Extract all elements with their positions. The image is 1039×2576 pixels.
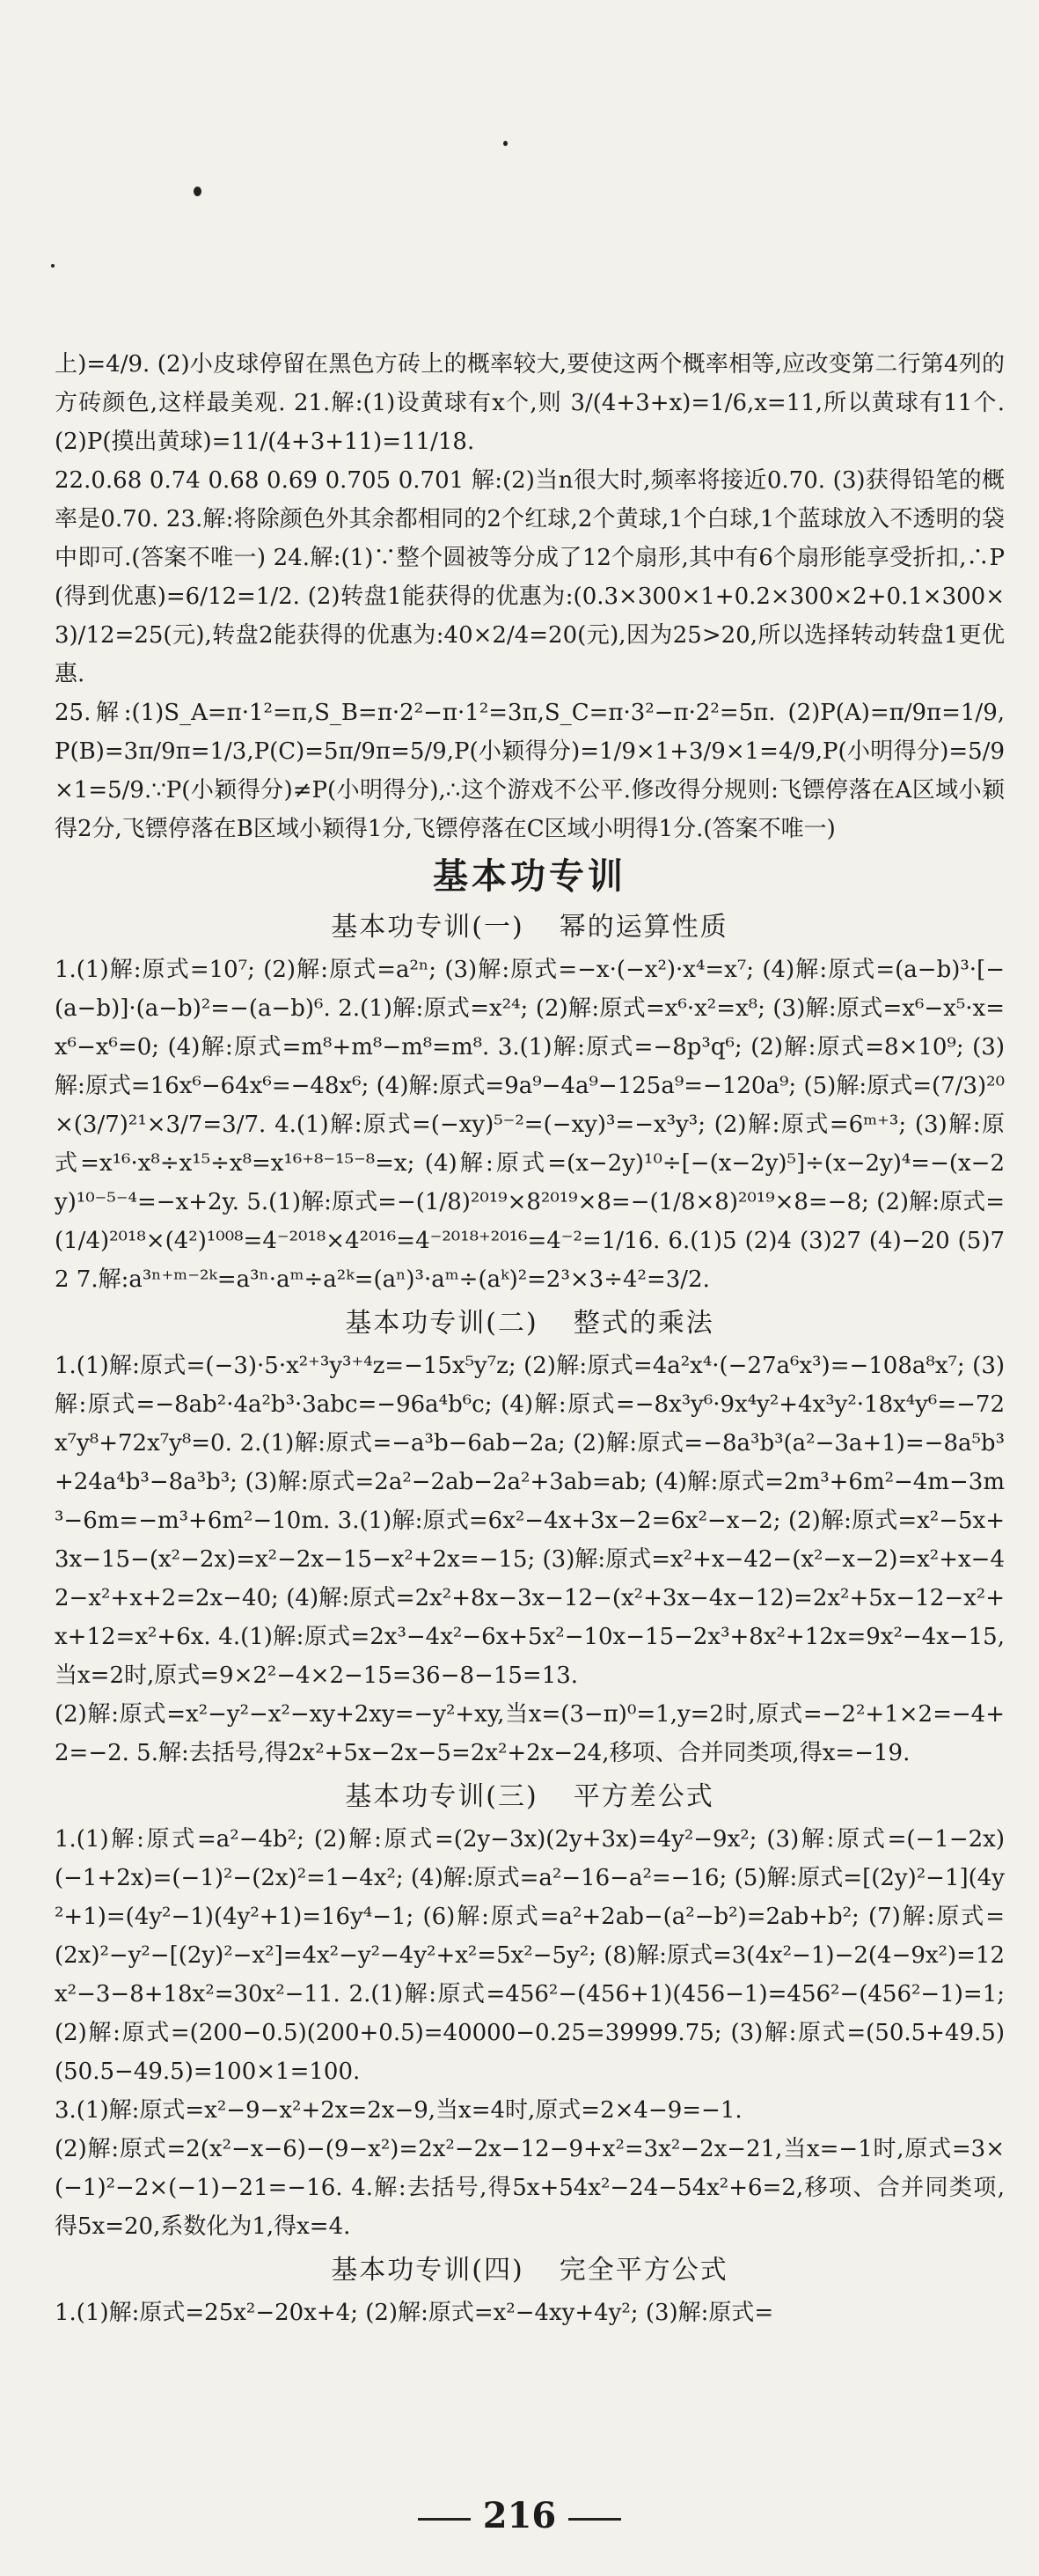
subsection-title bbox=[55, 1776, 1005, 1818]
subsection-label: 基本功专训(三) bbox=[345, 1781, 538, 1812]
page-number-dash-left bbox=[418, 2518, 471, 2521]
subsection-topic: 完全平方公式 bbox=[559, 2255, 728, 2286]
answer-paragraph: 1.(1)解:原式=(−3)·5·x²⁺³y³⁺⁴z=−15x⁵y⁷z; (2)解:原式=4a²x⁴·(−27a⁶x³)=−108a⁸x⁷; (3)解:原式=−8ab²·4a²b³·3abc=−96a⁴b⁶c; (4)解:原式=−8x³y⁶·9x⁴y²+4x³y²·18x⁴y⁶=−72x⁷y⁸+72x⁷y⁸=0. 2.(1)解:原式=−a³b−6ab−2a; (2)解:原式=−8a³b³(a²−3a+1)=−8a⁵b³+24a⁴b³−8a³b³; (3)解:原式=2a²−2ab−2a²+3ab=ab; (4)解:原式=2m³+6m²−4m−3m³−6m=−m³+6m²−10m. 3.(1)解:原式=6x²−4x+3x−2=6x²−x−2; (2)解:原式=x²−5x+3x−15−(x²−2x)=x²−2x−15−x²+2x=−15; (3)解:原式=x²+x−42−(x²−x−2)=x²+x−42−x²+x+2=2x−40; (4)解:原式=2x²+8x−3x−12−(x²+3x−4x−12)=2x²+5x−12−x²+x+12=x²+6x. 4.(1)解:原式=2x³−4x²−6x+5x²−10x−15−2x³+8x²+12x=9x²−4x−15,当x=2时,原式=9×2²−4×2−15=36−8−15=13. bbox=[55, 1353, 1005, 1689]
subsection-topic: 平方差公式 bbox=[573, 1781, 714, 1812]
scan-speck bbox=[51, 264, 55, 268]
subsection-title bbox=[55, 906, 1005, 949]
intro-paragraph: 上)=4/9. (2)小皮球停留在黑色方砖上的概率较大,要使这两个概率相等,应改变第二行第4列的方砖颜色,这样最美观. 21.解:(1)设黄球有x个,则 3/(4+3+x)=1/6,x=11,所以黄球有11个. (2)P(摸出黄球)=11/(4+3+11)=11/18. bbox=[55, 351, 1006, 455]
page-number-value: 216 bbox=[482, 2495, 557, 2536]
answer-paragraph: 1.(1)解:原式=10⁷; (2)解:原式=a²ⁿ; (3)解:原式=−x·(−x²)·x⁴=x⁷; (4)解:原式=(a−b)³·[−(a−b)]·(a−b)²=−(a−b)⁶. 2.(1)解:原式=x²⁴; (2)解:原式=x⁶·x²=x⁸; (3)解:原式=x⁶−x⁵·x=x⁶−x⁶=0; (4)解:原式=m⁸+m⁸−m⁸=m⁸. 3.(1)解:原式=−8p³q⁶; (2)解:原式=8×10⁹; (3)解:原式=16x⁶−64x⁶=−48x⁶; (4)解:原式=9a⁹−4a⁹−125a⁹=−120a⁹; (5)解:原式=(7/3)²⁰×(3/7)²¹×3/7=3/7. 4.(1)解:原式=(−xy)⁵⁻²=(−xy)³=−x³y³; (2)解:原式=6ᵐ⁺³; (3)解:原式=x¹⁶·x⁸÷x¹⁵÷x⁸=x¹⁶⁺⁸⁻¹⁵⁻⁸=x; (4)解:原式=(x−2y)¹⁰÷[−(x−2y)⁵]÷(x−2y)⁴=−(x−2y)¹⁰⁻⁵⁻⁴=−x+2y. 5.(1)解:原式=−(1/8)²⁰¹⁹×8²⁰¹⁹×8=−(1/8×8)²⁰¹⁹×8=−8; (2)解:原式=(1/4)²⁰¹⁸×(4²)¹⁰⁰⁸=4⁻²⁰¹⁸×4²⁰¹⁶=4⁻²⁰¹⁸⁺²⁰¹⁶=4⁻²=1/16. 6.(1)5 (2)4 (3)27 (4)−20 (5)72 7.解:a³ⁿ⁺ᵐ⁻²ᵏ=a³ⁿ·aᵐ÷a²ᵏ=(aⁿ)³·aᵐ÷(aᵏ)²=2³×3÷4²=3/2. bbox=[55, 957, 1005, 1293]
subsection-topic: 幂的运算性质 bbox=[559, 912, 728, 943]
answer-paragraph: 3.(1)解:原式=x²−9−x²+2x=2x−9,当x=4时,原式=2×4−9=−1. bbox=[55, 2097, 743, 2124]
subsection-label: 基本功专训(一) bbox=[331, 912, 524, 943]
answer-content bbox=[55, 345, 1005, 2332]
scan-speck bbox=[194, 187, 201, 196]
subsection-topic: 整式的乘法 bbox=[573, 1308, 714, 1339]
subsection-label: 基本功专训(二) bbox=[345, 1308, 538, 1339]
section-title: 基本功专训 bbox=[433, 856, 626, 897]
subsection-title bbox=[55, 1303, 1005, 1345]
subsection-label: 基本功专训(四) bbox=[331, 2255, 524, 2286]
page-number-dash-right bbox=[568, 2518, 621, 2521]
scan-speck bbox=[503, 141, 508, 146]
answer-paragraph: 1.(1)解:原式=a²−4b²; (2)解:原式=(2y−3x)(2y+3x)=4y²−9x²; (3)解:原式=(−1−2x)(−1+2x)=(−1)²−(2x)²=1−4x²; (4)解:原式=a²−16−a²=−16; (5)解:原式=[(2y)²−1](4y²+1)=(4y²−1)(4y²+1)=16y⁴−1; (6)解:原式=a²+2ab−(a²−b²)=2ab+b²; (7)解:原式=(2x)²−y²−[(2y)²−x²]=4x²−y²−4y²+x²=5x²−5y²; (8)解:原式=3(4x²−1)−2(4−9x²)=12x²−3−8+18x²=30x²−11. 2.(1)解:原式=456²−(456+1)(456−1)=456²−(456²−1)=1; (2)解:原式=(200−0.5)(200+0.5)=40000−0.25=39999.75; (3)解:原式=(50.5+49.5)(50.5−49.5)=100×1=100. bbox=[55, 1826, 1005, 2085]
intro-paragraph: 22.0.68 0.74 0.68 0.69 0.705 0.701 解:(2)当n很大时,频率将接近0.70. (3)获得铅笔的概率是0.70. 23.解:将除颜色外其余都相同的2个红球,2个黄球,1个白球,1个蓝球放入不透明的袋中即可.(答案不唯一) 24.解:(1)∵整个圆被等分成了12个扇形,其中有6个扇形能享受折扣,∴P(得到优惠)=6/12=1/2. (2)转盘1能获得的优惠为:(0.3×300×1+0.2×300×2+0.1×300×3)/12=25(元),转盘2能获得的优惠为:40×2/4=20(元),因为25>20,所以选择转动转盘1更优惠. bbox=[55, 467, 1005, 687]
page-number bbox=[0, 2495, 1039, 2536]
subsection-title bbox=[55, 2249, 1005, 2292]
answer-paragraph: (2)解:原式=2(x²−x−6)−(9−x²)=2x²−2x−12−9+x²=3x²−2x−21,当x=−1时,原式=3×(−1)²−2×(−1)−21=−16. 4.解:去括号,得5x+54x²−24−54x²+6=2,移项、合并同类项,得5x=20,系数化为1,得x=4. bbox=[55, 2136, 1005, 2240]
intro-paragraph: 25.解:(1)S_A=π·1²=π,S_B=π·2²−π·1²=3π,S_C=π·3²−π·2²=5π. (2)P(A)=π/9π=1/9,P(B)=3π/9π=1/3,P(C)=5π/9π=5/9,P(小颖得分)=1/9×1+3/9×1=4/9,P(小明得分)=5/9×1=5/9.∵P(小颖得分)≠P(小明得分),∴这个游戏不公平.修改得分规则:飞镖停落在A区域小颖得2分,飞镖停落在B区域小颖得1分,飞镖停落在C区域小明得1分.(答案不唯一) bbox=[55, 700, 1005, 842]
answer-paragraph: (2)解:原式=x²−y²−x²−xy+2xy=−y²+xy,当x=(3−π)⁰=1,y=2时,原式=−2²+1×2=−4+2=−2. 5.解:去括号,得2x²+5x−2x−5=2x²+2x−24,移项、合并同类项,得x=−19. bbox=[55, 1701, 1005, 1766]
answer-paragraph: 1.(1)解:原式=25x²−20x+4; (2)解:原式=x²−4xy+4y²; (3)解:原式= bbox=[55, 2300, 774, 2326]
